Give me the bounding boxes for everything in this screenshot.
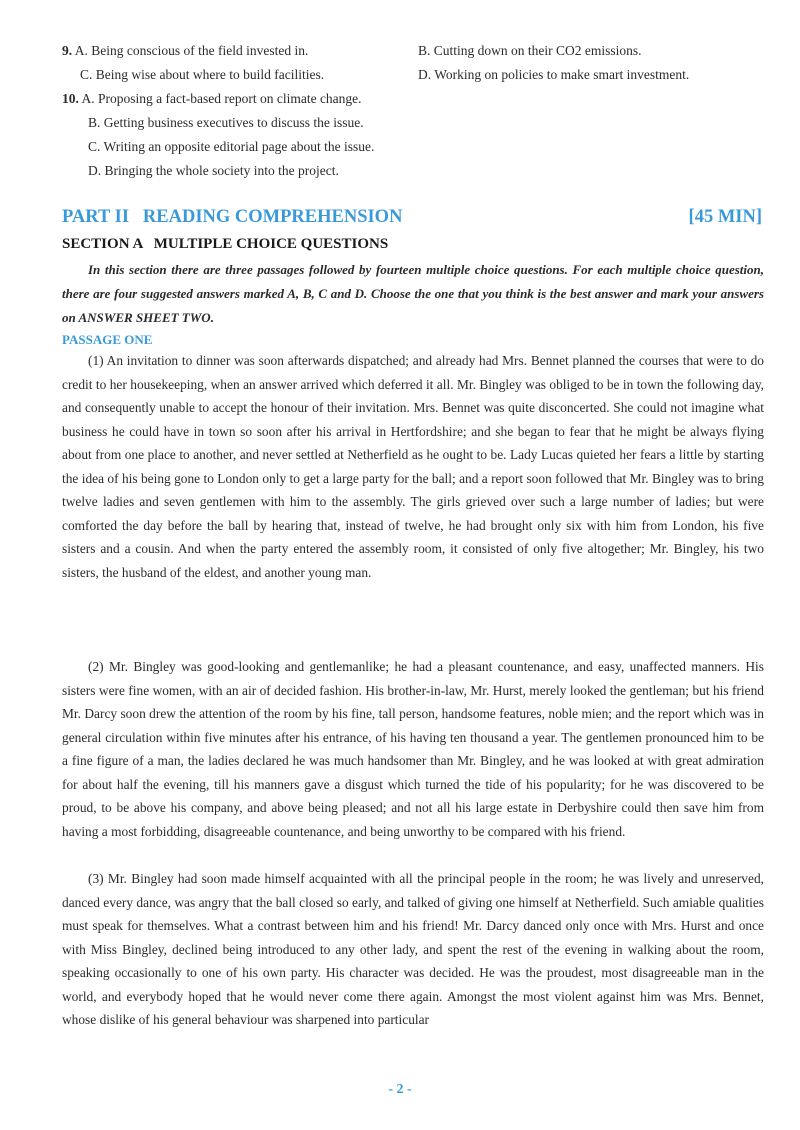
- question-9-option-b: B. Cutting down on their CO2 emissions.: [418, 43, 642, 58]
- passage-paragraph-1: (1) An invitation to dinner was soon afterwards dispatched; and already had Mrs. Bennet planned the courses that were to do credit to her housekeeping, when an answer arrived which deferred it all. Mr. Bingley was obliged to be in town the following day, and consequently unable to accept the honour of their invitation. Mrs. Bennet was quite disconcerted. She could not imagine what business he could have in town so soon after his arrival in Hertfordshire; and she began to fear that he might be always flying about from one place to another, and never settled at Netherfield as he ought to be. Lady Lucas quieted her fears a little by starting the idea of his being gone to London only to get a large party for the ball; and a report soon followed that Mr. Bingley was to bring twelve ladies and seven gentlemen with him to the assembly. The girls grieved over such a large number of ladies; but were comforted the day before the ball by hearing that, instead of twelve, he had brought only six with him from London, his five sisters and a cousin. And when the party entered the assembly room, it consisted of only five altogether; Mr. Bingley, his two sisters, the husband of the eldest, and another young man.: [62, 353, 764, 580]
- passage-paragraph-2: (2) Mr. Bingley was good-looking and gentlemanlike; he had a pleasant countenance, and easy, unaffected manners. His sisters were fine women, with an air of decided fashion. His brother-in-law, Mr. Hurst, merely looked the gentleman; but his friend Mr. Darcy soon drew the attention of the room by his fine, tall person, handsome features, noble mien; and the report which was in general circulation within five minutes after his entrance, of his having ten thousand a year. The gentlemen pronounced him to be a fine figure of a man, the ladies declared he was much handsomer than Mr. Bingley, and he was looked at with great admiration for about half the evening, till his manners gave a disgust which turned the tide of his popularity; for he was discovered to be proud, to be above his company, and above being pleased; and not all his large estate in Derbyshire could then save him from having a most forbidding, disagreeable countenance, and being unworthy to be compared with his friend.: [62, 659, 764, 839]
- question-10-option-c: C. Writing an opposite editorial page about the issue.: [88, 139, 375, 154]
- section-instructions: In this section there are three passages followed by fourteen multiple choice questions. For each multiple choice question, there are four suggested answers marked A, B, C and D. Choose the one that you think is the best answer and mark your answers on ANSWER SHEET TWO.: [62, 262, 764, 325]
- question-9-option-a-text: A. Being conscious of the field invested in.: [74, 43, 309, 58]
- part-time-limit: [45 MIN]: [688, 207, 762, 227]
- section-title: SECTION A MULTIPLE CHOICE QUESTIONS: [62, 236, 389, 252]
- question-10-number: 10.: [62, 91, 79, 106]
- part-heading: [62, 207, 762, 228]
- part-title: PART II READING COMPREHENSION: [62, 207, 403, 227]
- question-10-option-b: B. Getting business executives to discuss the issue.: [88, 115, 364, 130]
- passage-label: PASSAGE ONE: [62, 332, 153, 347]
- question-9-option-d: D. Working on policies to make smart investment.: [418, 67, 690, 82]
- question-9-option-a: [62, 43, 308, 59]
- question-10-option-d: D. Bringing the whole society into the project.: [88, 163, 339, 178]
- question-10-option-a: [62, 91, 362, 107]
- question-9-number: 9.: [62, 43, 73, 58]
- page-number: - 2 -: [388, 1082, 412, 1097]
- question-9-option-c: C. Being wise about where to build facilities.: [80, 67, 325, 82]
- passage-paragraph-3: (3) Mr. Bingley had soon made himself acquainted with all the principal people in the room; he was lively and unreserved, danced every dance, was angry that the ball closed so early, and talked of giving one himself at Netherfield. Such amiable qualities must speak for themselves. What a contrast between him and his friend! Mr. Darcy danced only once with Mrs. Hurst and once with Miss Bingley, declined being introduced to any other lady, and spent the rest of the evening in walking about the room, speaking occasionally to one of his own party. His character was decided. He was the proudest, most disagreeable man in the world, and everybody hoped that he would never come there again. Amongst the most violent against him was Mrs. Bennet, whose dislike of his general behaviour was sharpened into particular: [62, 871, 764, 1028]
- question-10-option-a-text: A. Proposing a fact-based report on climate change.: [81, 91, 362, 106]
